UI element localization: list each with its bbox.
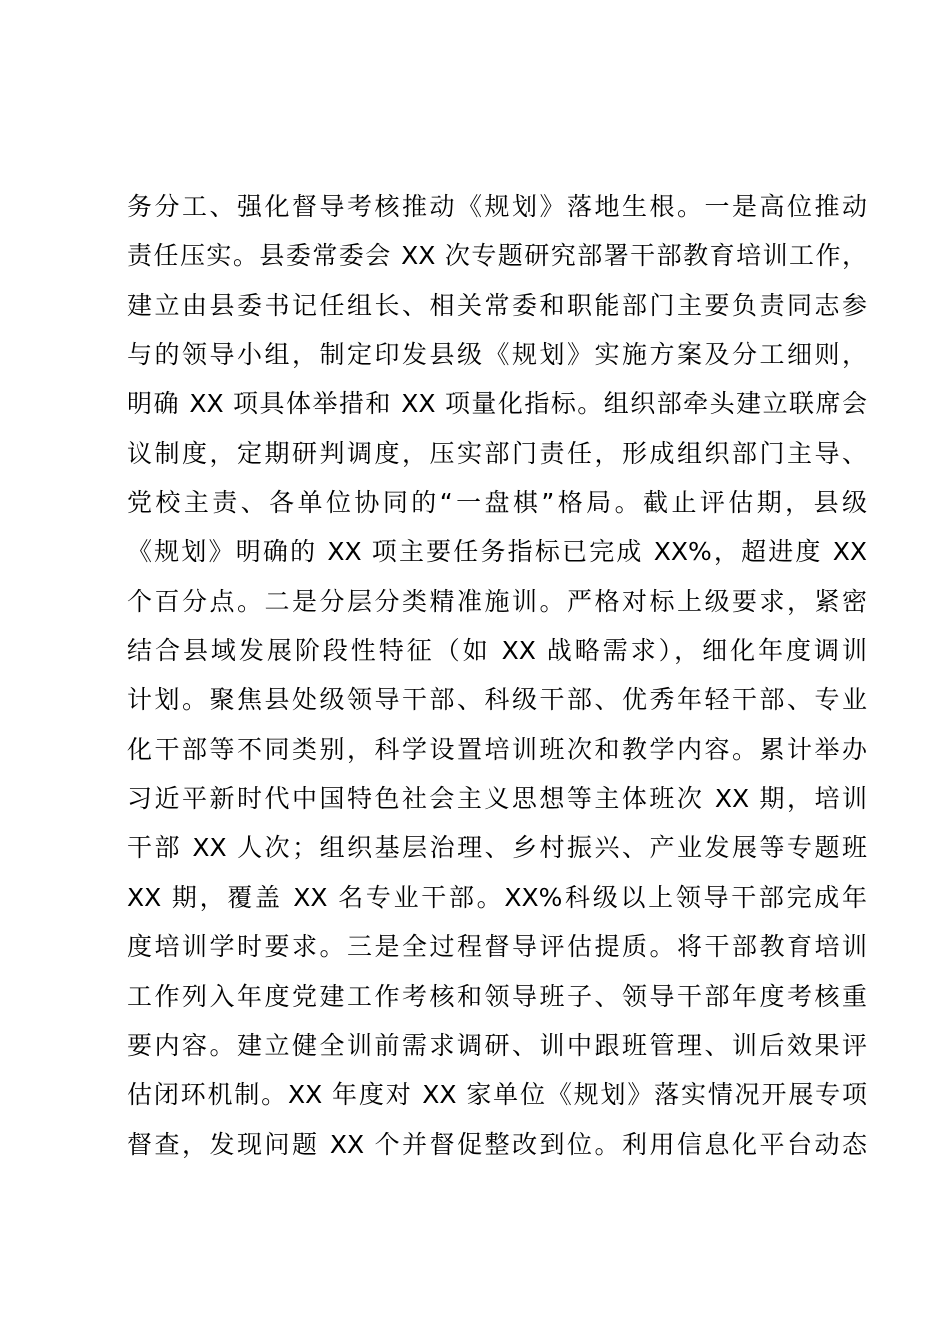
text-line: 责任压实。县委常委会 XX 次专题研究部署干部教育培训工作，	[127, 241, 867, 271]
text-line: 干部 XX 人次；组织基层治理、乡村振兴、产业发展等专题班	[127, 833, 867, 863]
text-line: 习近平新时代中国特色社会主义思想等主体班次 XX 期，培训	[127, 784, 867, 814]
text-line: 结合县域发展阶段性特征（如 XX 战略需求），细化年度调训	[127, 636, 867, 666]
text-line: 估闭环机制。XX 年度对 XX 家单位《规划》落实情况开展专项	[127, 1080, 867, 1110]
text-line: 要内容。建立健全训前需求调研、训中跟班管理、训后效果评	[127, 1030, 867, 1060]
text-line: 《规划》明确的 XX 项主要任务指标已完成 XX%，超进度 XX	[127, 537, 867, 567]
text-line: 务分工、强化督导考核推动《规划》落地生根。一是高位推动	[127, 192, 867, 221]
text-line: 党校主责、各单位协同的“一盘棋”格局。截止评估期，县级	[127, 488, 867, 518]
text-line: 化干部等不同类别，科学设置培训班次和教学内容。累计举办	[127, 734, 867, 764]
text-line: 工作列入年度党建工作考核和领导班子、领导干部年度考核重	[127, 981, 867, 1011]
text-line: 度培训学时要求。三是全过程督导评估提质。将干部教育培训	[127, 932, 867, 962]
text-line: 计划。聚焦县处级领导干部、科级干部、优秀年轻干部、专业	[127, 685, 867, 715]
text-line: 与的领导小组，制定印发县级《规划》实施方案及分工细则，	[127, 340, 867, 370]
body-paragraph	[127, 182, 867, 1169]
text-line: 督查，发现问题 XX 个并督促整改到位。利用信息化平台动态	[127, 1129, 867, 1159]
text-line: 建立由县委书记任组长、相关常委和职能部门主要负责同志参	[127, 290, 867, 320]
text-line: 明确 XX 项具体举措和 XX 项量化指标。组织部牵头建立联席会	[127, 389, 867, 419]
text-line: 个百分点。二是分层分类精准施训。严格对标上级要求，紧密	[127, 586, 867, 616]
text-line: 议制度，定期研判调度，压实部门责任，形成组织部门主导、	[127, 438, 867, 468]
text-line: XX 期，覆盖 XX 名专业干部。XX%科级以上领导干部完成年	[127, 882, 867, 912]
